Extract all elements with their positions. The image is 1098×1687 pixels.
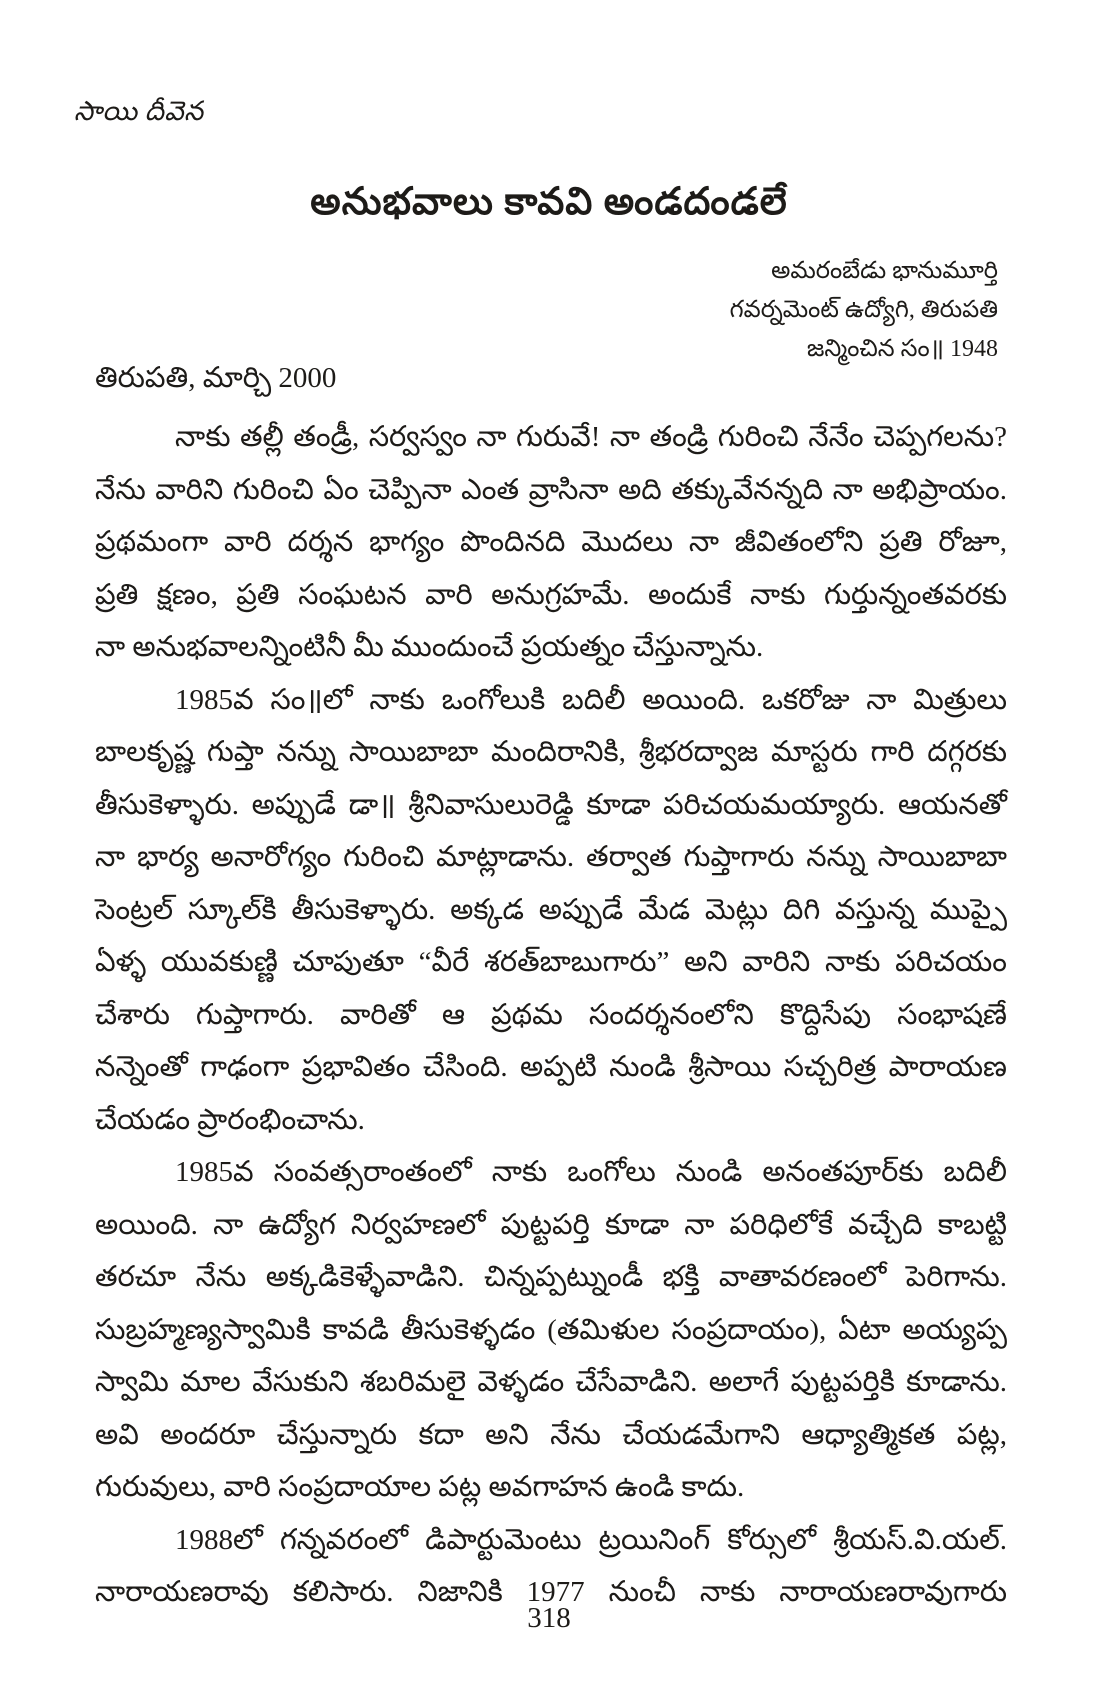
paragraphs-container — [95, 411, 1007, 1619]
text-line: తరచూ నేను అక్కడికెళ్ళేవాడిని. చిన్నప్పట్నుండీ భక్తి వాతావరణంలో పెరిగాను. — [95, 1261, 1007, 1293]
text-line: అవి అందరూ చేస్తున్నారు కదా అని నేను చేయడమేగాని ఆధ్యాత్మికత పట్ల, — [95, 1418, 1007, 1451]
text-line: నారాయణరావు కలిసారు. నిజానికి 1977 నుంచీ నాకు నారాయణరావుగారు — [95, 1576, 1007, 1608]
running-header: సాయి దీవెన — [74, 96, 204, 126]
page-number: 318 — [527, 1602, 571, 1634]
text-line: ప్రతి క్షణం, ప్రతి సంఘటన వారి అనుగ్రహమే. అందుకే నాకు గుర్తున్నంతవరకు — [95, 578, 1007, 611]
text-line: ఏళ్ళ యువకుణ్ణి చూపుతూ “వీరే శరత్‌బాబుగారు” అని వారిని నాకు పరిచయం — [95, 946, 1007, 978]
text-line: స్వామి మాల వేసుకుని శబరిమలై వెళ్ళడం చేసేవాడిని. అలాగే పుట్టపర్తికి కూడాను. — [95, 1366, 1007, 1398]
text-line: చేశారు గుప్తాగారు. వారితో ఆ ప్రథమ సందర్శనంలోని కొద్దిసేపు సంభాషణే — [95, 998, 1007, 1031]
byline-author: అమరంబేడు భానుమూర్తి — [771, 258, 998, 284]
text-line: సుబ్రహ్మణ్యస్వామికి కావడి తీసుకెళ్ళడం (తమిళుల సంప్రదాయం), ఏటా అయ్యప్ప — [95, 1313, 1007, 1346]
article-body — [95, 352, 1007, 1619]
text-line: గురువులు, వారి సంప్రదాయాల పట్ల అవగాహన ఉండి కాదు. — [95, 1471, 745, 1503]
text-line: ప్రథమంగా వారి దర్శన భాగ్యం పొందినది మొదలు నా జీవితంలోని ప్రతి రోజూ, — [95, 526, 1007, 558]
text-line: నన్నెంతో గాఢంగా ప్రభావితం చేసింది. అప్పటి నుండి శ్రీసాయి సచ్చరిత్ర పారాయణ — [95, 1051, 1007, 1083]
article-title: అనుభవాలు కావవి అండదండలే — [310, 181, 788, 223]
text-line: 1988లో గన్నవరంలో డిపార్టుమెంటు ట్రయినింగ్ కోర్సులో శ్రీయస్.వి.యల్. — [175, 1523, 1007, 1556]
byline-birth-year: జన్మించిన సం॥ 1948 — [806, 336, 998, 362]
text-line: 1985వ సంవత్సరాంతంలో నాకు ఒంగోలు నుండి అనంతపూర్‌కు బదిలీ — [175, 1156, 1007, 1188]
text-line: అయింది. నా ఉద్యోగ నిర్వహణలో పుట్టపర్తి కూడా నా పరిధిలోకే వచ్చేది కాబట్టి — [95, 1208, 1007, 1241]
text-line: సెంట్రల్ స్కూల్‌కి తీసుకెళ్ళారు. అక్కడ అప్పుడే మేడ మెట్లు దిగి వస్తున్న ముప్పై — [95, 893, 1007, 926]
text-line: చేయడం ప్రారంభించాను. — [95, 1103, 365, 1136]
text-line: తీసుకెళ్ళారు. అప్పుడే డా॥ శ్రీనివాసులురెడ్డి కూడా పరిచయమయ్యారు. ఆయనతో — [95, 788, 1007, 821]
text-line: నాకు తల్లీ తండ్రీ, సర్వస్వం నా గురువే! నా తండ్రి గురించి నేనేం చెప్పగలను? — [175, 421, 1007, 453]
dateline: తిరుపతి, మార్చి 2000 — [95, 362, 337, 394]
paragraph — [95, 674, 1007, 1147]
text-line: 1985వ సం॥లో నాకు ఒంగోలుకి బదిలీ అయింది. ఒకరోజు నా మిత్రులు — [175, 683, 1007, 716]
text-line: నేను వారిని గురించి ఏం చెప్పినా ఎంత వ్రాసినా అది తక్కువేనన్నది నా అభిప్రాయం. — [95, 473, 1007, 506]
text-line: నా అనుభవాలన్నింటినీ మీ ముందుంచే ప్రయత్నం చేస్తున్నాను. — [95, 631, 764, 663]
paragraph — [95, 1146, 1007, 1514]
paragraph — [95, 411, 1007, 674]
byline-occupation: గవర్నమెంట్ ఉద్యోగి, తిరుపతి — [729, 297, 998, 323]
text-line: నా భార్య అనారోగ్యం గురించి మాట్లాడాను. తర్వాత గుప్తాగారు నన్ను సాయిబాబా — [95, 841, 1007, 873]
text-line: బాలకృష్ణ గుప్తా నన్ను సాయిబాబా మందిరానికి, శ్రీభరద్వాజ మాస్టరు గారి దగ్గరకు — [95, 736, 1007, 768]
